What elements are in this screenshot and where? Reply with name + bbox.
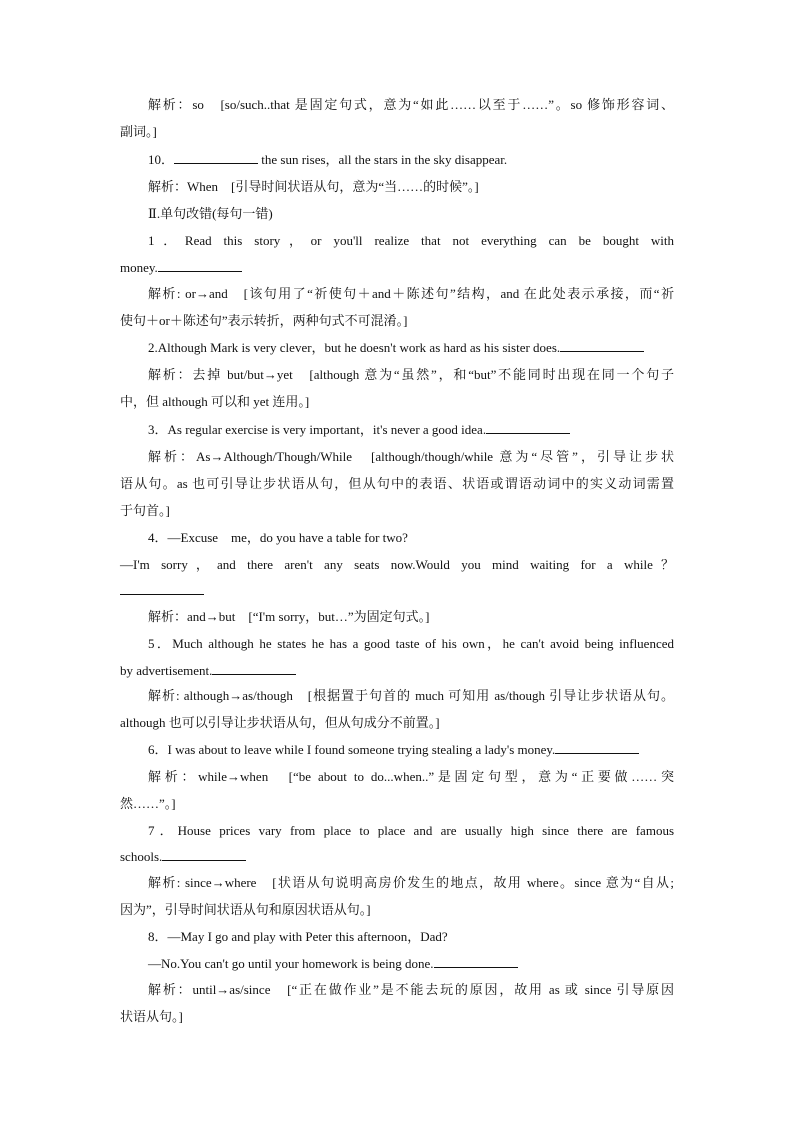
error-question-5-line-1: 5．Much although he states he has a good taste of his own，he can't avoid being influenced — [148, 636, 674, 651]
answer-blank-e4[interactable] — [120, 582, 204, 595]
error-analysis-8-line-2: 状语从句。] — [120, 1009, 183, 1024]
analysis-9-line-2: 副词。] — [120, 124, 157, 139]
error-question-3: 3．As regular exercise is very important，it's never a good idea. — [148, 421, 674, 439]
error-analysis-3-line-2: 语从句。as 也可引导让步状语从句，但从句中的表语、状语或谓语动词中的实义动词需置 — [120, 476, 674, 491]
error-question-7-line-2: schools. — [120, 848, 674, 866]
answer-blank-e3[interactable] — [486, 421, 570, 434]
section-2-heading: Ⅱ.单句改错(每句一错) — [148, 206, 273, 221]
error-analysis-3-line-3: 于句首。] — [120, 503, 170, 518]
error-analysis-7-line-2: 因为”，引导时间状语从句和原因状语从句。] — [120, 902, 371, 917]
error-question-8-line-1: 8．—May I go and play with Peter this afternoon，Dad? — [148, 929, 448, 944]
error-question-5-line-2: by advertisement. — [120, 662, 674, 680]
error-question-2: 2.Although Mark is very clever，but he doesn't work as hard as his sister does. — [148, 339, 674, 357]
error-question-8-line-2: —No.You can't go until your homework is being done. — [148, 955, 674, 973]
error-analysis-6-line-2: 然……”。] — [120, 796, 176, 811]
error-question-7-line-1: 7．House prices vary from place to place and are usually high since there are famous — [148, 823, 674, 838]
error-question-6: 6．I was about to leave while I found someone trying stealing a lady's money. — [148, 741, 674, 759]
error-question-4-blank-line — [120, 582, 674, 600]
question-10-text: the sun rises，all the stars in the sky disappear. — [258, 152, 508, 167]
error-analysis-1-line-2: 使句＋or＋陈述句”表示转折，两种句式不可混淆。] — [120, 313, 408, 328]
error-analysis-7-line-1: 解析: since→where [状语从句说明高房价发生的地点，故用 where。since 意为“自从; — [148, 875, 674, 890]
error-analysis-6-line-1: 解析：while→when [“be about to do...when..”是固定句型，意为“正要做……突 — [148, 769, 674, 784]
analysis-9-line-1: 解析：so [so/such..that 是固定句式，意为“如此……以至于……”。so 修饰形容词、 — [148, 97, 674, 112]
question-10 — [148, 151, 674, 169]
answer-blank-10[interactable] — [174, 151, 258, 164]
answer-blank-e2[interactable] — [560, 339, 644, 352]
error-question-4-line-2: —I'm sorry，and there aren't any seats now.Would you mind waiting for a while？ — [120, 557, 674, 572]
answer-blank-e5[interactable] — [212, 662, 296, 675]
error-question-1-line-2: money. — [120, 259, 674, 277]
answer-blank-e6[interactable] — [555, 741, 639, 754]
error-analysis-2-line-2: 中，但 although 可以和 yet 连用。] — [120, 394, 310, 409]
answer-blank-e7[interactable] — [162, 848, 246, 861]
error-analysis-8-line-1: 解析：until→as/since [“正在做作业”是不能去玩的原因，故用 as 或 since 引导原因 — [148, 982, 674, 997]
error-analysis-4: 解析：and→but [“I'm sorry，but…”为固定句式。] — [148, 609, 430, 624]
analysis-10: 解析：When [引导时间状语从句，意为“当……的时候”。] — [148, 179, 479, 194]
error-analysis-5-line-2: although 也可以引导让步状语从句，但从句成分不前置。] — [120, 715, 440, 730]
error-analysis-1-line-1: 解析: or→and [该句用了“祈使句＋and＋陈述句”结构，and 在此处表示承接，而“祈 — [148, 286, 674, 301]
error-question-1-line-1: 1．Read this story，or you'll realize that not everything can be bought with — [148, 233, 674, 248]
error-question-4-line-1: 4．—Excuse me，do you have a table for two? — [148, 530, 408, 545]
error-analysis-5-line-1: 解析: although→as/though [根据置于句首的 much 可知用 as/though 引导让步状语从句。 — [148, 688, 674, 703]
error-analysis-2-line-1: 解析：去掉 but/but→yet [although 意为“虽然”，和“but”不能同时出现在同一个句子 — [148, 367, 674, 382]
answer-blank-e8[interactable] — [434, 955, 518, 968]
question-10-number: 10． — [148, 152, 175, 167]
answer-blank-e1[interactable] — [158, 259, 242, 272]
error-analysis-3-line-1: 解析：As→Although/Though/While [although/though/while 意为“尽管”，引导让步状 — [148, 449, 674, 464]
